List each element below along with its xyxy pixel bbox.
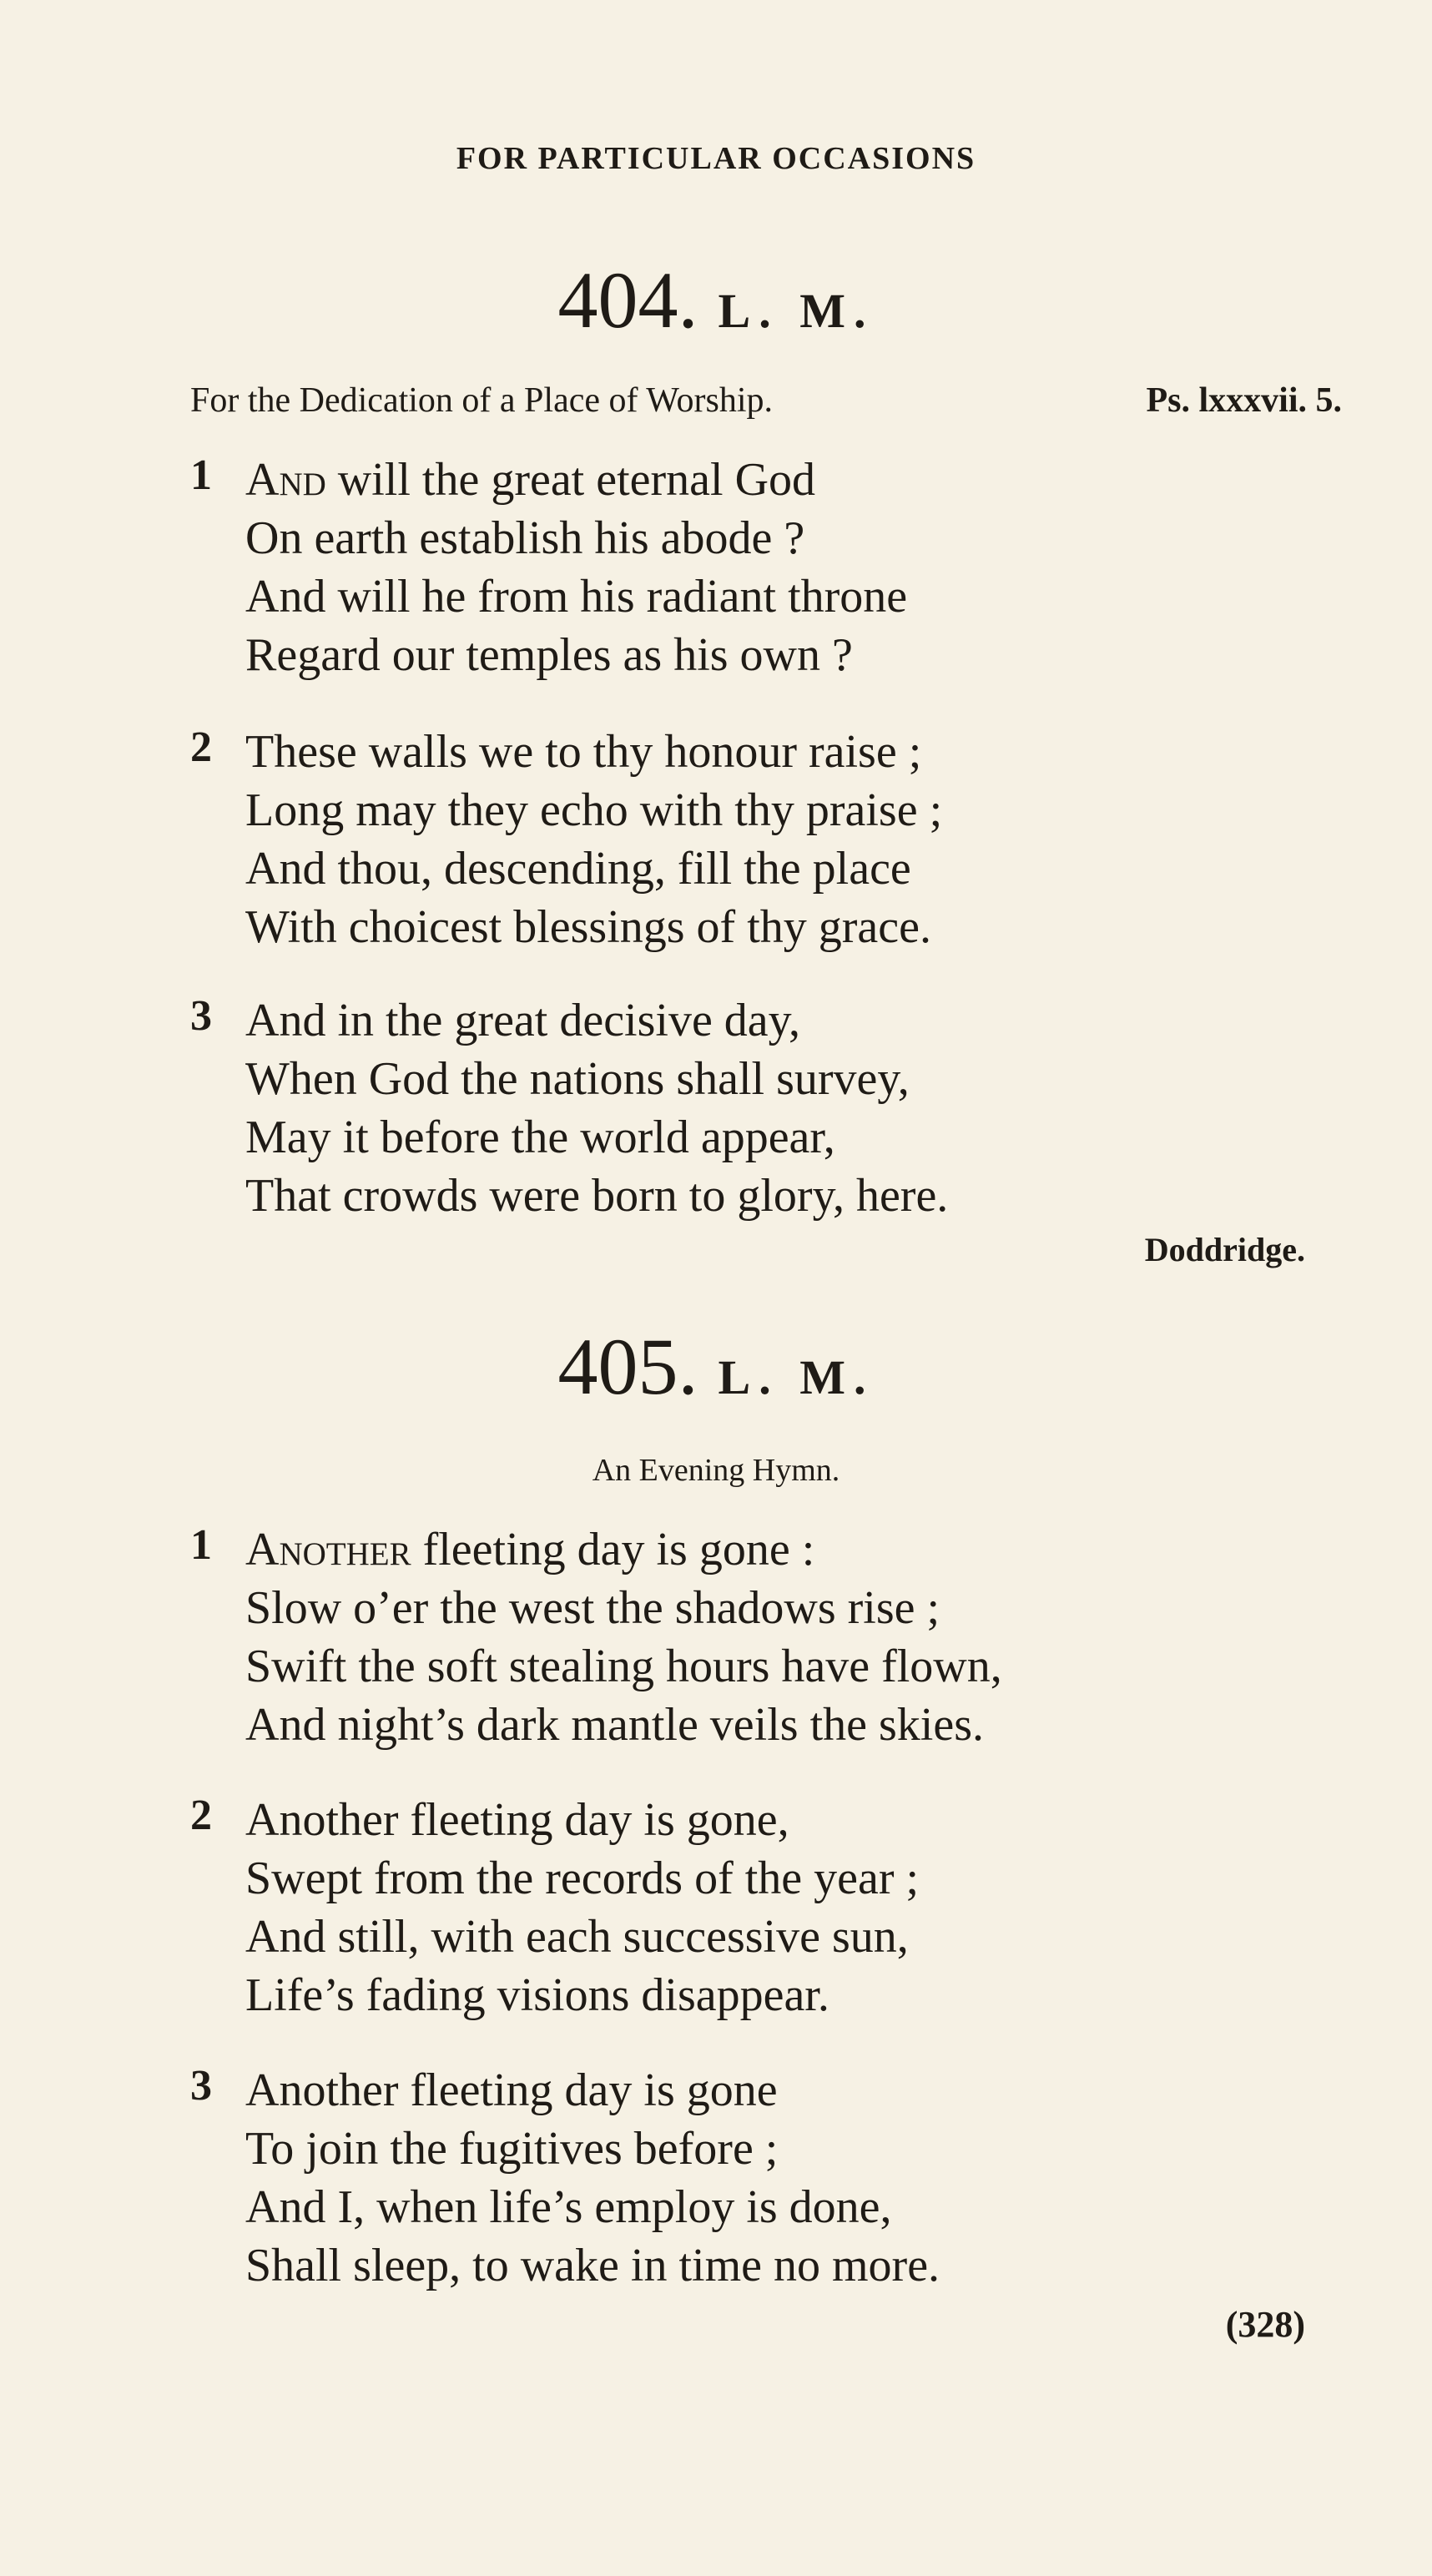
stanza-line: Another fleeting day is gone, [245, 1794, 789, 1846]
stanza-number: 3 [190, 992, 212, 1040]
occasion-text: For the Dedication of a Place of Worship. [190, 381, 774, 420]
stanza-line: Life’s fading visions disappear. [245, 1969, 829, 2021]
stanza-line: And will the great eternal God [245, 454, 816, 506]
stanza-line: That crowds were born to glory, here. [245, 1170, 949, 1222]
first-word: And [245, 454, 326, 506]
stanza-number: 1 [190, 451, 212, 499]
stanza-line: Another fleeting day is gone [245, 2064, 778, 2116]
stanza-line: And still, with each successive sun, [245, 1911, 909, 1963]
stanza-405-3 [190, 2061, 1275, 2295]
stanza-405-2 [190, 1791, 1275, 2024]
hymn-number: 405. [557, 1322, 698, 1411]
stanza-line: Regard our temples as his own ? [245, 629, 853, 681]
stanza-number: 3 [190, 2062, 212, 2110]
stanza-line: These walls we to thy honour raise ; [245, 726, 922, 778]
stanza-line: Shall sleep, to wake in time no more. [245, 2240, 940, 2291]
stanza-line: On earth establish his abode ? [245, 512, 805, 564]
hymn-number-405 [0, 1322, 1432, 1411]
stanza-line: And I, when life’s employ is done, [245, 2181, 892, 2233]
stanza-line: And will he from his radiant throne [245, 571, 908, 623]
stanza-number: 2 [190, 1792, 212, 1839]
stanza-line: Long may they echo with thy praise ; [245, 784, 943, 836]
first-word: Another [245, 1524, 411, 1575]
hymn-meter: L. M. [718, 284, 875, 338]
stanza-line: With choicest blessings of thy grace. [245, 901, 931, 953]
stanza-404-3 [190, 991, 1275, 1225]
stanza-line: Swept from the records of the year ; [245, 1853, 920, 1904]
stanza-line: And in the great decisive day, [245, 995, 801, 1046]
hymn-number: 404. [557, 255, 698, 345]
hymn-occasion [190, 381, 1342, 421]
stanza-line: Slow o’er the west the shadows rise ; [245, 1582, 940, 1634]
running-head: FOR PARTICULAR OCCASIONS [456, 141, 976, 176]
stanza-line: May it before the world appear, [245, 1112, 835, 1163]
stanza-line: Swift the soft stealing hours have flown, [245, 1641, 1002, 1692]
stanza-line: To join the fugitives before ; [245, 2123, 779, 2175]
hymn-number-404 [0, 255, 1432, 345]
scripture-reference: Ps. lxxxvii. 5. [1146, 381, 1342, 420]
hymn-meter: L. M. [718, 1350, 875, 1404]
stanza-405-1 [190, 1520, 1275, 1754]
stanza-number: 2 [190, 723, 212, 771]
stanza-line: Another fleeting day is gone : [245, 1524, 815, 1575]
stanza-line: When God the nations shall survey, [245, 1053, 910, 1105]
stanza-line: And thou, descending, fill the place [245, 843, 911, 895]
stanza-line: And night’s dark mantle veils the skies. [245, 1699, 984, 1751]
stanza-number: 1 [190, 1521, 212, 1569]
stanza-404-2 [190, 723, 1275, 956]
page-number: (328) [1225, 2304, 1305, 2345]
hymn-title: An Evening Hymn. [592, 1453, 840, 1488]
hymn-author: Doddridge. [1144, 1231, 1305, 1268]
stanza-404-1 [190, 451, 1275, 684]
